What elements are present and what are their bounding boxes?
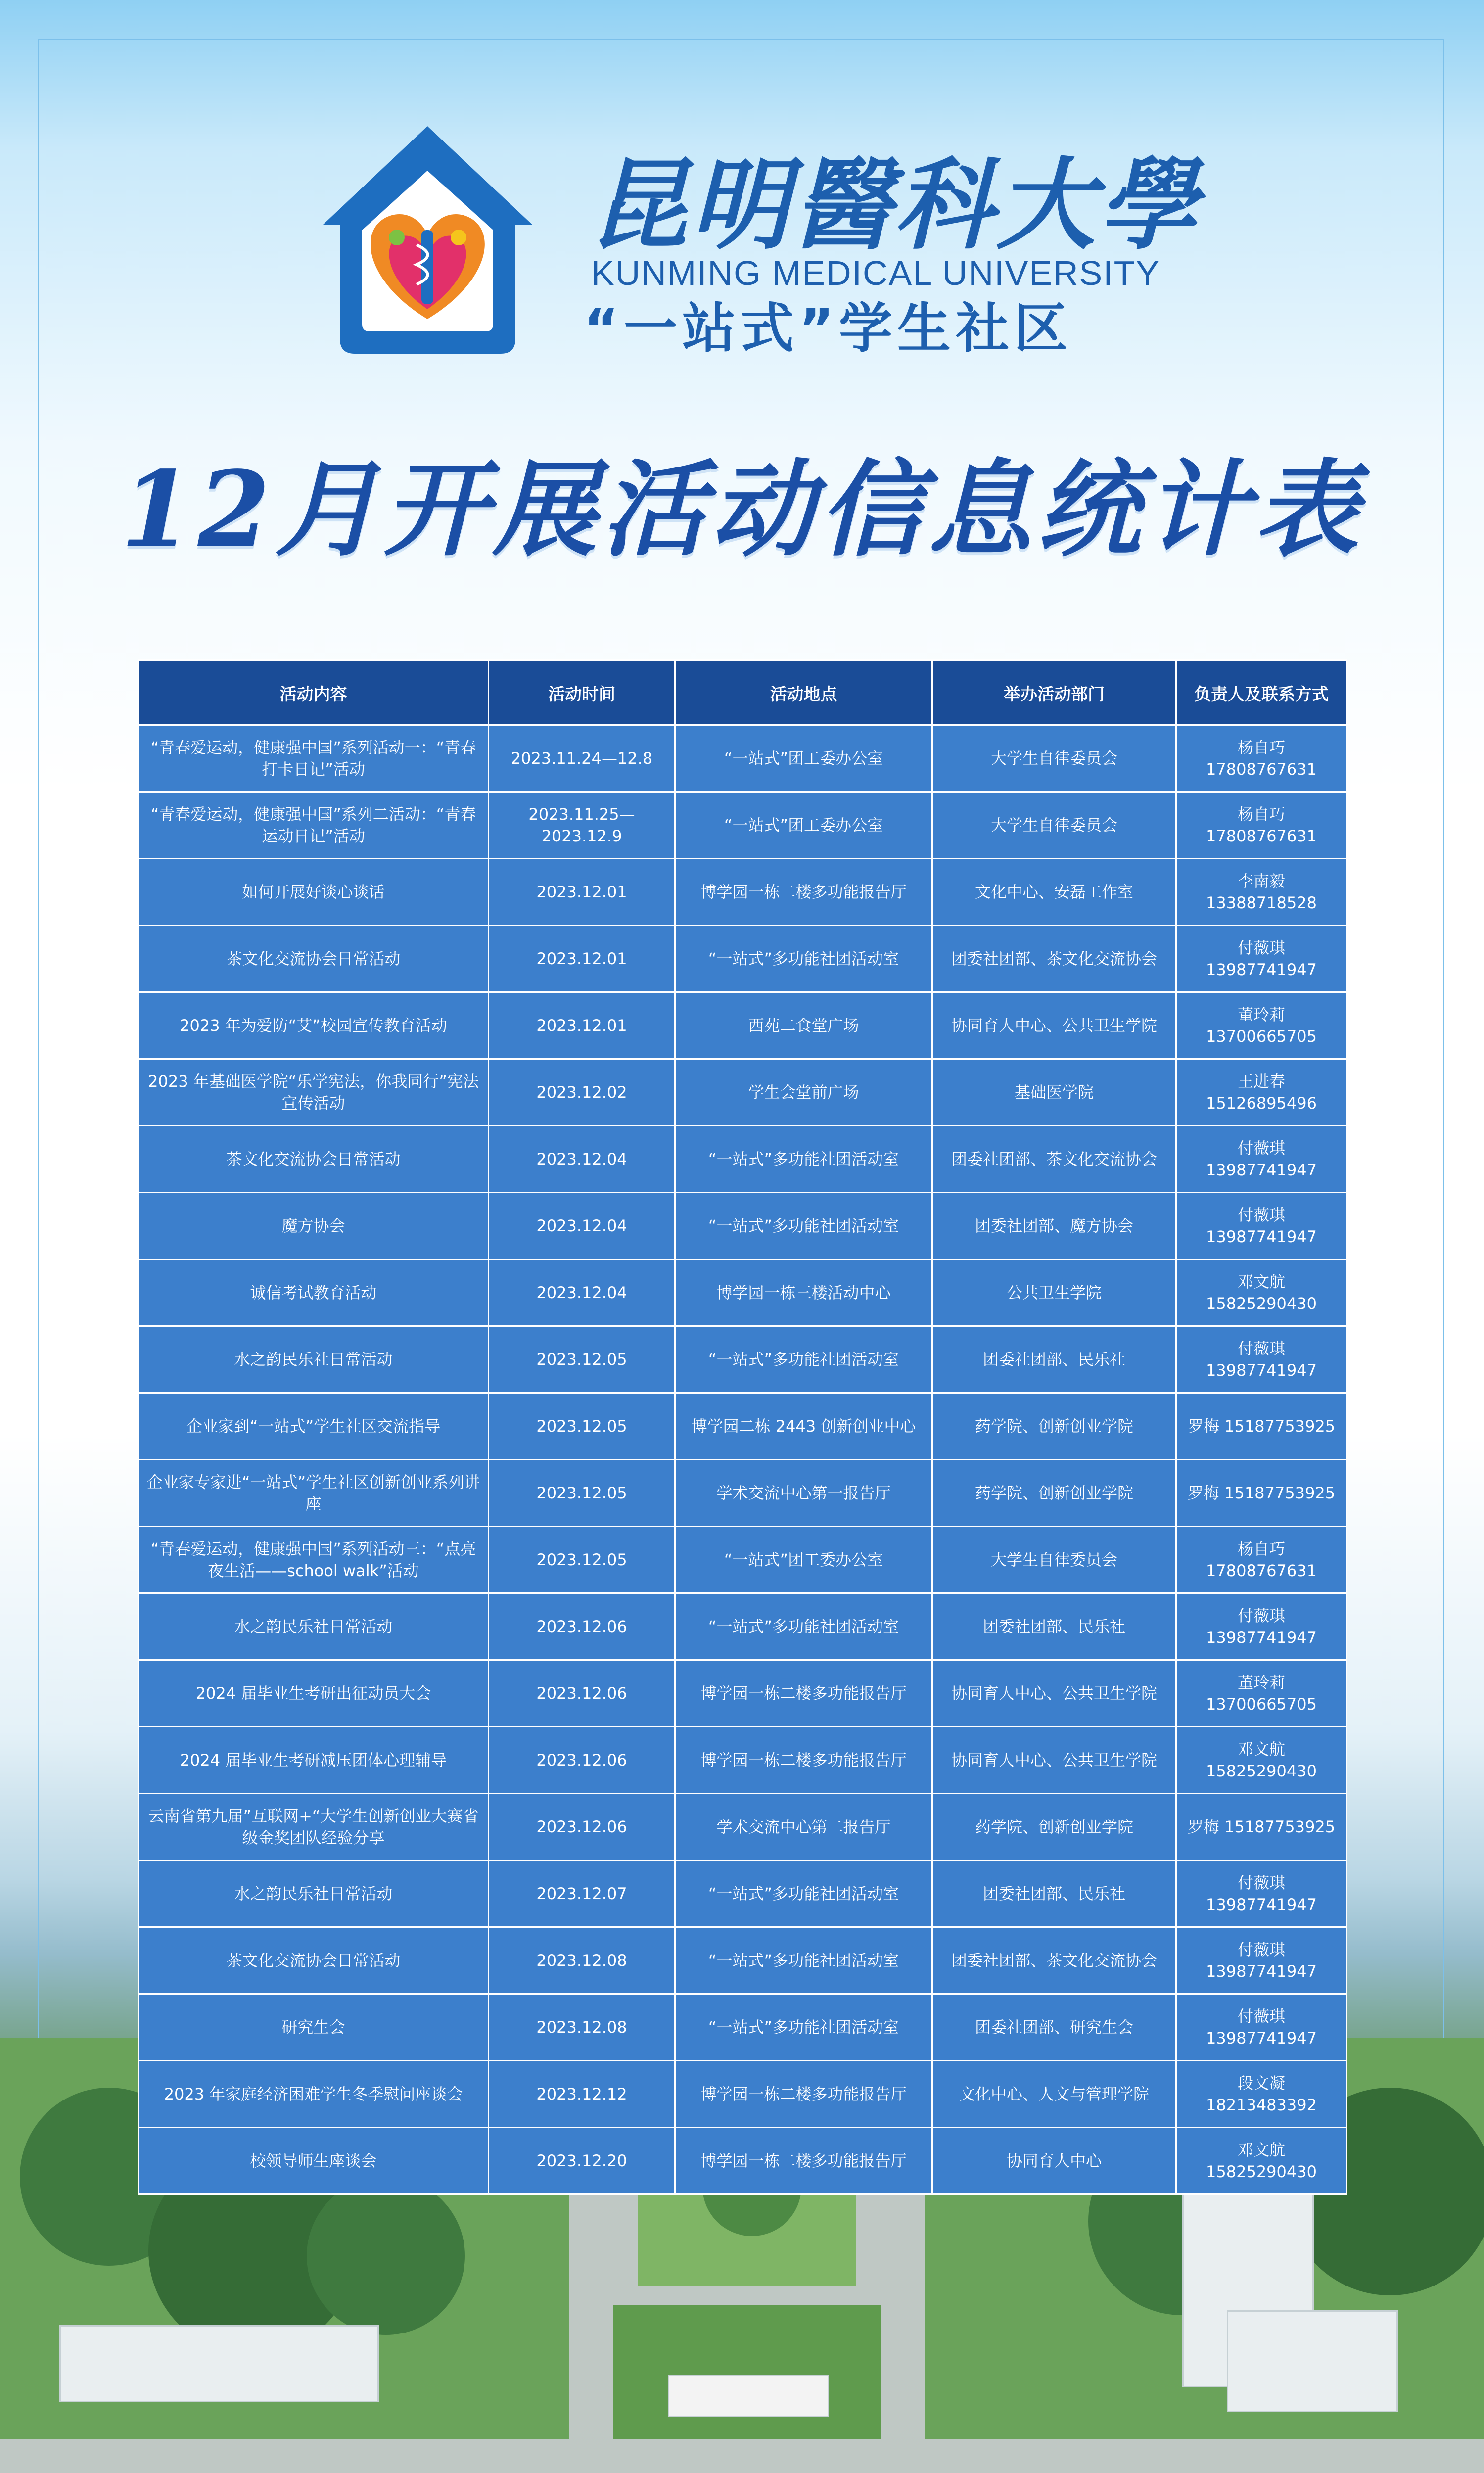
cell-time: 2023.12.05 <box>489 1460 675 1527</box>
table-row <box>139 2128 1347 2194</box>
cell-contact: 付薇琪 13987741947 <box>1176 1326 1347 1393</box>
cell-dept: 公共卫生学院 <box>932 1260 1176 1326</box>
table-row <box>139 1927 1347 1994</box>
cell-place: “一站式”多功能社团活动室 <box>675 1193 932 1260</box>
cell-content: 云南省第九届”互联网+“大学生创新创业大赛省级金奖团队经验分享 <box>139 1794 489 1861</box>
table-row <box>139 992 1347 1059</box>
cell-content: “青春爱运动，健康强中国”系列活动三：“点亮夜生活——school walk”活动 <box>139 1527 489 1593</box>
cell-content: 水之韵民乐社日常活动 <box>139 1326 489 1393</box>
cell-place: “一站式”多功能社团活动室 <box>675 1927 932 1994</box>
cell-dept: 团委社团部、研究生会 <box>932 1994 1176 2061</box>
cell-contact: 董玲莉 13700665705 <box>1176 992 1347 1059</box>
table-row <box>139 1460 1347 1527</box>
table-row <box>139 1994 1347 2061</box>
cell-place: 博学园二栋 2443 创新创业中心 <box>675 1393 932 1460</box>
cell-contact: 杨自巧 17808767631 <box>1176 1527 1347 1593</box>
cell-dept: 团委社团部、民乐社 <box>932 1593 1176 1660</box>
cell-place: “一站式”多功能社团活动室 <box>675 1593 932 1660</box>
cell-contact: 杨自巧 17808767631 <box>1176 792 1347 859</box>
cell-content: 2024 届毕业生考研减压团体心理辅导 <box>139 1727 489 1794</box>
cell-time: 2023.12.04 <box>489 1126 675 1193</box>
cell-content: 如何开展好谈心谈话 <box>139 859 489 926</box>
cell-place: 博学园一栋二楼多功能报告厅 <box>675 1727 932 1794</box>
cell-place: 学生会堂前广场 <box>675 1059 932 1126</box>
cell-content: “青春爱运动，健康强中国”系列活动一：“青春打卡日记”活动 <box>139 725 489 792</box>
cell-content: 魔方协会 <box>139 1193 489 1260</box>
cell-place: 博学园一栋二楼多功能报告厅 <box>675 1660 932 1727</box>
cell-place: 博学园一栋二楼多功能报告厅 <box>675 859 932 926</box>
cell-time: 2023.12.05 <box>489 1393 675 1460</box>
cell-dept: 协同育人中心 <box>932 2128 1176 2194</box>
cell-dept: 大学生自律委员会 <box>932 792 1176 859</box>
university-logo-icon <box>303 106 553 364</box>
cell-place: 博学园一栋三楼活动中心 <box>675 1260 932 1326</box>
cell-contact: 李南毅 13388718528 <box>1176 859 1347 926</box>
cell-dept: 协同育人中心、公共卫生学院 <box>932 1727 1176 1794</box>
cell-time: 2023.12.08 <box>489 1927 675 1994</box>
cell-time: 2023.12.07 <box>489 1861 675 1927</box>
header-time: 活动时间 <box>489 660 675 725</box>
cell-dept: 大学生自律委员会 <box>932 1527 1176 1593</box>
cell-time: 2023.12.01 <box>489 859 675 926</box>
cell-time: 2023.12.06 <box>489 1794 675 1861</box>
cell-time: 2023.12.06 <box>489 1593 675 1660</box>
table-row <box>139 1059 1347 1126</box>
cell-dept: 基础医学院 <box>932 1059 1176 1126</box>
cell-dept: 团委社团部、民乐社 <box>932 1861 1176 1927</box>
cell-time: 2023.12.04 <box>489 1260 675 1326</box>
cell-dept: 团委社团部、茶文化交流协会 <box>932 1927 1176 1994</box>
cell-place: 西苑二食堂广场 <box>675 992 932 1059</box>
cell-dept: 团委社团部、茶文化交流协会 <box>932 1126 1176 1193</box>
header-contact: 负责人及联系方式 <box>1176 660 1347 725</box>
cell-contact: 付薇琪 13987741947 <box>1176 1861 1347 1927</box>
table-row <box>139 2061 1347 2128</box>
cell-dept: 大学生自律委员会 <box>932 725 1176 792</box>
cell-dept: 团委社团部、魔方协会 <box>932 1193 1176 1260</box>
cell-content: 2023 年家庭经济困难学生冬季慰问座谈会 <box>139 2061 489 2128</box>
cell-dept: 协同育人中心、公共卫生学院 <box>932 1660 1176 1727</box>
table-row <box>139 1527 1347 1593</box>
header-content: 活动内容 <box>139 660 489 725</box>
table-row <box>139 1794 1347 1861</box>
cell-content: 水之韵民乐社日常活动 <box>139 1861 489 1927</box>
page-title: 12月开展活动信息统计表 <box>120 448 1364 570</box>
cell-contact: 罗梅 15187753925 <box>1176 1393 1347 1460</box>
cell-content: 企业家到“一站式”学生社区交流指导 <box>139 1393 489 1460</box>
cell-dept: 文化中心、人文与管理学院 <box>932 2061 1176 2128</box>
cell-place: “一站式”多功能社团活动室 <box>675 1994 932 2061</box>
cell-contact: 付薇琪 13987741947 <box>1176 1593 1347 1660</box>
cell-dept: 药学院、创新创业学院 <box>932 1460 1176 1527</box>
school-name-chinese: 昆明醫科大學 <box>589 147 1201 263</box>
cell-dept: 团委社团部、茶文化交流协会 <box>932 926 1176 992</box>
table-row <box>139 1393 1347 1460</box>
cell-dept: 团委社团部、民乐社 <box>932 1326 1176 1393</box>
cell-content: 研究生会 <box>139 1994 489 2061</box>
table-row <box>139 1260 1347 1326</box>
cell-time: 2023.12.02 <box>489 1059 675 1126</box>
cell-dept: 药学院、创新创业学院 <box>932 1794 1176 1861</box>
cell-time: 2023.11.24—12.8 <box>489 725 675 792</box>
cell-time: 2023.11.25—2023.12.9 <box>489 792 675 859</box>
cell-content: 水之韵民乐社日常活动 <box>139 1593 489 1660</box>
cell-time: 2023.12.06 <box>489 1660 675 1727</box>
cell-contact: 董玲莉 13700665705 <box>1176 1660 1347 1727</box>
cell-content: 茶文化交流协会日常活动 <box>139 926 489 992</box>
cell-contact: 付薇琪 13987741947 <box>1176 1126 1347 1193</box>
cell-content: 诚信考试教育活动 <box>139 1260 489 1326</box>
header-dept: 举办活动部门 <box>932 660 1176 725</box>
cell-content: 2023 年基础医学院“乐学宪法，你我同行”宪法宣传活动 <box>139 1059 489 1126</box>
cell-time: 2023.12.01 <box>489 926 675 992</box>
cell-place: 博学园一栋二楼多功能报告厅 <box>675 2128 932 2194</box>
cell-content: 校领导师生座谈会 <box>139 2128 489 2194</box>
community-name: “一站式”学生社区 <box>584 298 1072 360</box>
cell-place: “一站式”团工委办公室 <box>675 725 932 792</box>
cell-content: 2024 届毕业生考研出征动员大会 <box>139 1660 489 1727</box>
cell-time: 2023.12.04 <box>489 1193 675 1260</box>
cell-content: “青春爱运动，健康强中国”系列二活动：“青春运动日记”活动 <box>139 792 489 859</box>
table-row <box>139 1593 1347 1660</box>
cell-time: 2023.12.08 <box>489 1994 675 2061</box>
cell-contact: 付薇琪 13987741947 <box>1176 926 1347 992</box>
table-row <box>139 926 1347 992</box>
cell-contact: 邓文航 15825290430 <box>1176 1260 1347 1326</box>
cell-contact: 邓文航 15825290430 <box>1176 1727 1347 1794</box>
table-row <box>139 1193 1347 1260</box>
cell-place: 学术交流中心第一报告厅 <box>675 1460 932 1527</box>
cell-place: “一站式”团工委办公室 <box>675 1527 932 1593</box>
cell-place: 博学园一栋二楼多功能报告厅 <box>675 2061 932 2128</box>
table-body <box>139 725 1347 2194</box>
cell-dept: 文化中心、安磊工作室 <box>932 859 1176 926</box>
cell-place: 学术交流中心第二报告厅 <box>675 1794 932 1861</box>
cell-place: “一站式”多功能社团活动室 <box>675 1126 932 1193</box>
header-place: 活动地点 <box>675 660 932 725</box>
cell-time: 2023.12.20 <box>489 2128 675 2194</box>
school-name-english: KUNMING MEDICAL UNIVERSITY <box>591 254 1160 292</box>
cell-contact: 付薇琪 13987741947 <box>1176 1927 1347 1994</box>
cell-content: 2023 年为爱防“艾”校园宣传教育活动 <box>139 992 489 1059</box>
cell-contact: 付薇琪 13987741947 <box>1176 1994 1347 2061</box>
cell-place: “一站式”团工委办公室 <box>675 792 932 859</box>
activity-table <box>138 659 1347 2195</box>
cell-contact: 邓文航 15825290430 <box>1176 2128 1347 2194</box>
cell-place: “一站式”多功能社团活动室 <box>675 1326 932 1393</box>
cell-time: 2023.12.06 <box>489 1727 675 1794</box>
cell-time: 2023.12.01 <box>489 992 675 1059</box>
table-row <box>139 1326 1347 1393</box>
table-row <box>139 1660 1347 1727</box>
table-row <box>139 1126 1347 1193</box>
cell-place: “一站式”多功能社团活动室 <box>675 926 932 992</box>
cell-place: “一站式”多功能社团活动室 <box>675 1861 932 1927</box>
cell-contact: 罗梅 15187753925 <box>1176 1460 1347 1527</box>
table-header-row <box>139 660 1347 725</box>
cell-dept: 协同育人中心、公共卫生学院 <box>932 992 1176 1059</box>
table-row <box>139 725 1347 792</box>
cell-dept: 药学院、创新创业学院 <box>932 1393 1176 1460</box>
cell-contact: 罗梅 15187753925 <box>1176 1794 1347 1861</box>
table-row <box>139 1861 1347 1927</box>
cell-content: 企业家专家进“一站式”学生社区创新创业系列讲座 <box>139 1460 489 1527</box>
table-row <box>139 792 1347 859</box>
cell-time: 2023.12.12 <box>489 2061 675 2128</box>
cell-contact: 段文凝 18213483392 <box>1176 2061 1347 2128</box>
table-row <box>139 859 1347 926</box>
cell-contact: 付薇琪 13987741947 <box>1176 1193 1347 1260</box>
cell-time: 2023.12.05 <box>489 1527 675 1593</box>
cell-content: 茶文化交流协会日常活动 <box>139 1126 489 1193</box>
table-row <box>139 1727 1347 1794</box>
cell-time: 2023.12.05 <box>489 1326 675 1393</box>
cell-contact: 王进春 15126895496 <box>1176 1059 1347 1126</box>
cell-content: 茶文化交流协会日常活动 <box>139 1927 489 1994</box>
cell-contact: 杨自巧 17808767631 <box>1176 725 1347 792</box>
